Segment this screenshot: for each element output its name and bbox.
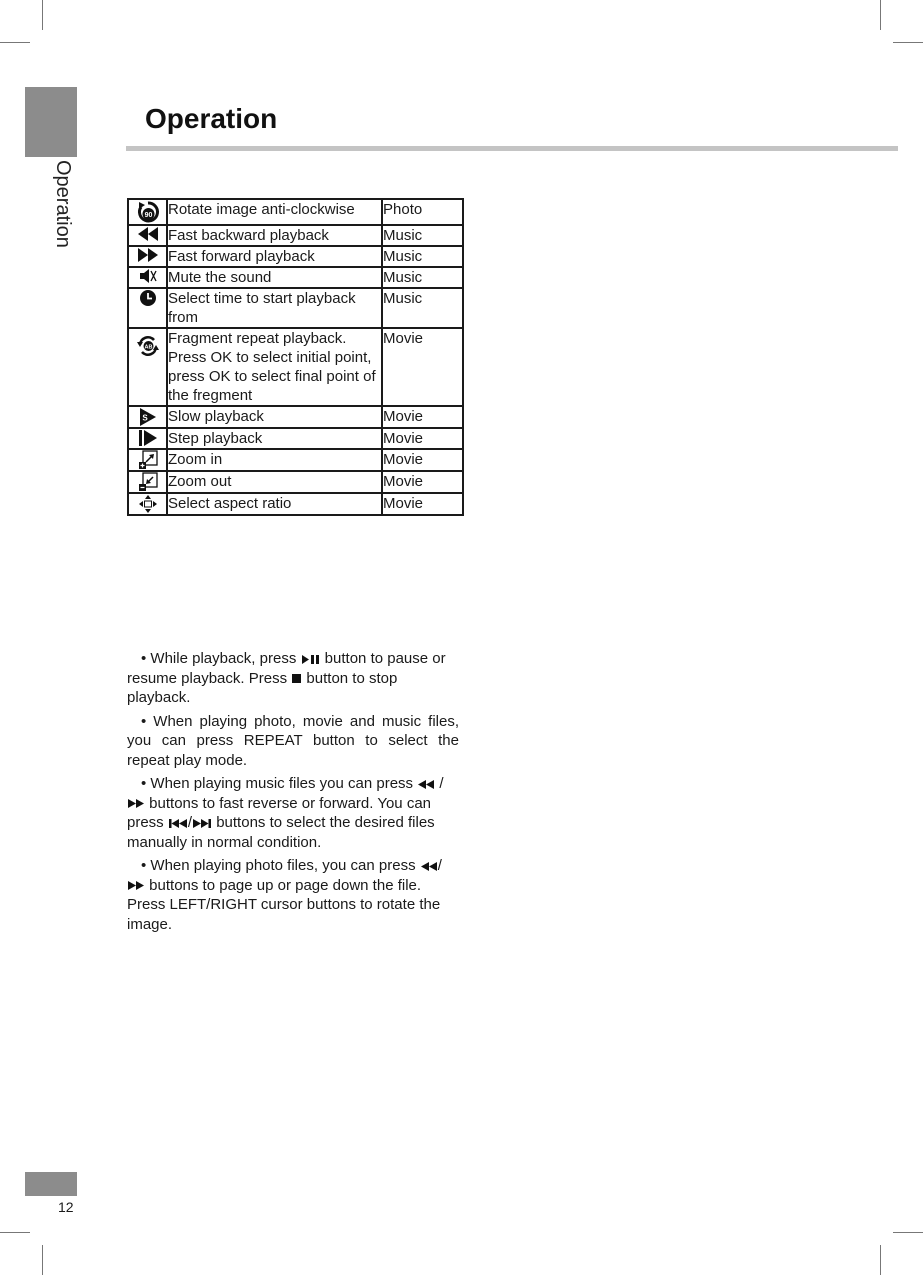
- forward-icon: [127, 798, 145, 809]
- mode-cell: Music: [382, 288, 463, 328]
- mode-cell: Movie: [382, 328, 463, 406]
- rewind-icon: [420, 861, 438, 872]
- paragraph: • While playback, press button to pause or resume playback. Press button to stop playback.: [127, 650, 446, 706]
- stop-icon: [291, 673, 302, 684]
- mode-cell: Movie: [382, 428, 463, 449]
- function-cell: Fast forward playback: [167, 246, 382, 267]
- zoom-out-icon: [138, 472, 158, 492]
- paragraph: • When playing photo files, you can press / buttons to page up or page down the file. Press LEFT/RIGHT cursor buttons to rotate the image.: [127, 857, 442, 933]
- crop-mark: [42, 1245, 43, 1275]
- clock-icon: [139, 289, 157, 307]
- function-cell: Rotate image anti-clockwise: [167, 199, 382, 225]
- crop-mark: [0, 1232, 30, 1233]
- fast-backward-icon: [137, 226, 159, 242]
- forward-icon: [127, 880, 145, 891]
- function-cell: Mute the sound: [167, 267, 382, 288]
- function-cell: Select time to start playback from: [167, 288, 382, 328]
- function-cell: Zoom out: [167, 471, 382, 493]
- function-table: [127, 198, 464, 516]
- mode-cell: Movie: [382, 471, 463, 493]
- previous-track-icon: [168, 818, 188, 829]
- rotate-anticlockwise-icon: [136, 200, 160, 224]
- function-cell: Slow playback: [167, 406, 382, 428]
- mode-cell: Music: [382, 225, 463, 246]
- rewind-icon: [417, 779, 435, 790]
- table-row: [128, 246, 463, 267]
- table-row: [128, 406, 463, 428]
- table-row: [128, 428, 463, 449]
- table-row: [128, 225, 463, 246]
- table-row: [128, 199, 463, 225]
- crop-mark: [0, 42, 30, 43]
- instructions: [127, 649, 459, 938]
- mode-cell: Movie: [382, 406, 463, 428]
- next-track-icon: [192, 818, 212, 829]
- side-label: Operation: [52, 160, 74, 248]
- mode-cell: Music: [382, 246, 463, 267]
- function-cell: Fragment repeat playback. Press OK to select initial point, press OK to select final point of the fregment: [167, 328, 382, 406]
- crop-mark: [42, 0, 43, 30]
- mode-cell: Photo: [382, 199, 463, 225]
- table-row: [128, 471, 463, 493]
- table-row: [128, 267, 463, 288]
- mode-cell: Music: [382, 267, 463, 288]
- crop-mark: [880, 0, 881, 30]
- function-cell: Fast backward playback: [167, 225, 382, 246]
- crop-mark: [893, 1232, 923, 1233]
- repeat-ab-icon: [136, 335, 160, 357]
- title-rule: [126, 146, 898, 151]
- side-tab: [25, 87, 77, 157]
- table-row: [128, 493, 463, 515]
- page-number: 12: [58, 1199, 74, 1215]
- paragraph: • When playing photo, movie and music files, you can press REPEAT button to select the repeat play mode.: [127, 712, 459, 769]
- crop-mark: [880, 1245, 881, 1275]
- svg-text:90: 90: [144, 212, 152, 219]
- table-row: [128, 288, 463, 328]
- zoom-in-icon: [138, 450, 158, 470]
- aspect-ratio-icon: [138, 494, 158, 514]
- svg-text:AB: AB: [144, 344, 152, 351]
- function-cell: Select aspect ratio: [167, 493, 382, 515]
- page-title: Operation: [145, 103, 278, 134]
- page-tab: [25, 1172, 77, 1196]
- paragraph: • When playing music files you can press / buttons to fast reverse or forward. You can press / buttons to select the desired files manually in normal condition.: [127, 775, 444, 851]
- fast-forward-icon: [137, 247, 159, 263]
- crop-mark: [893, 42, 923, 43]
- slow-playback-icon: [138, 407, 158, 427]
- play-pause-icon: [301, 654, 321, 665]
- step-playback-icon: [138, 429, 158, 447]
- table-row: [128, 328, 463, 406]
- function-cell: Step playback: [167, 428, 382, 449]
- table-row: [128, 449, 463, 471]
- function-cell: Zoom in: [167, 449, 382, 471]
- svg-text:S: S: [141, 413, 148, 423]
- mode-cell: Movie: [382, 493, 463, 515]
- mute-icon: [139, 268, 157, 284]
- mode-cell: Movie: [382, 449, 463, 471]
